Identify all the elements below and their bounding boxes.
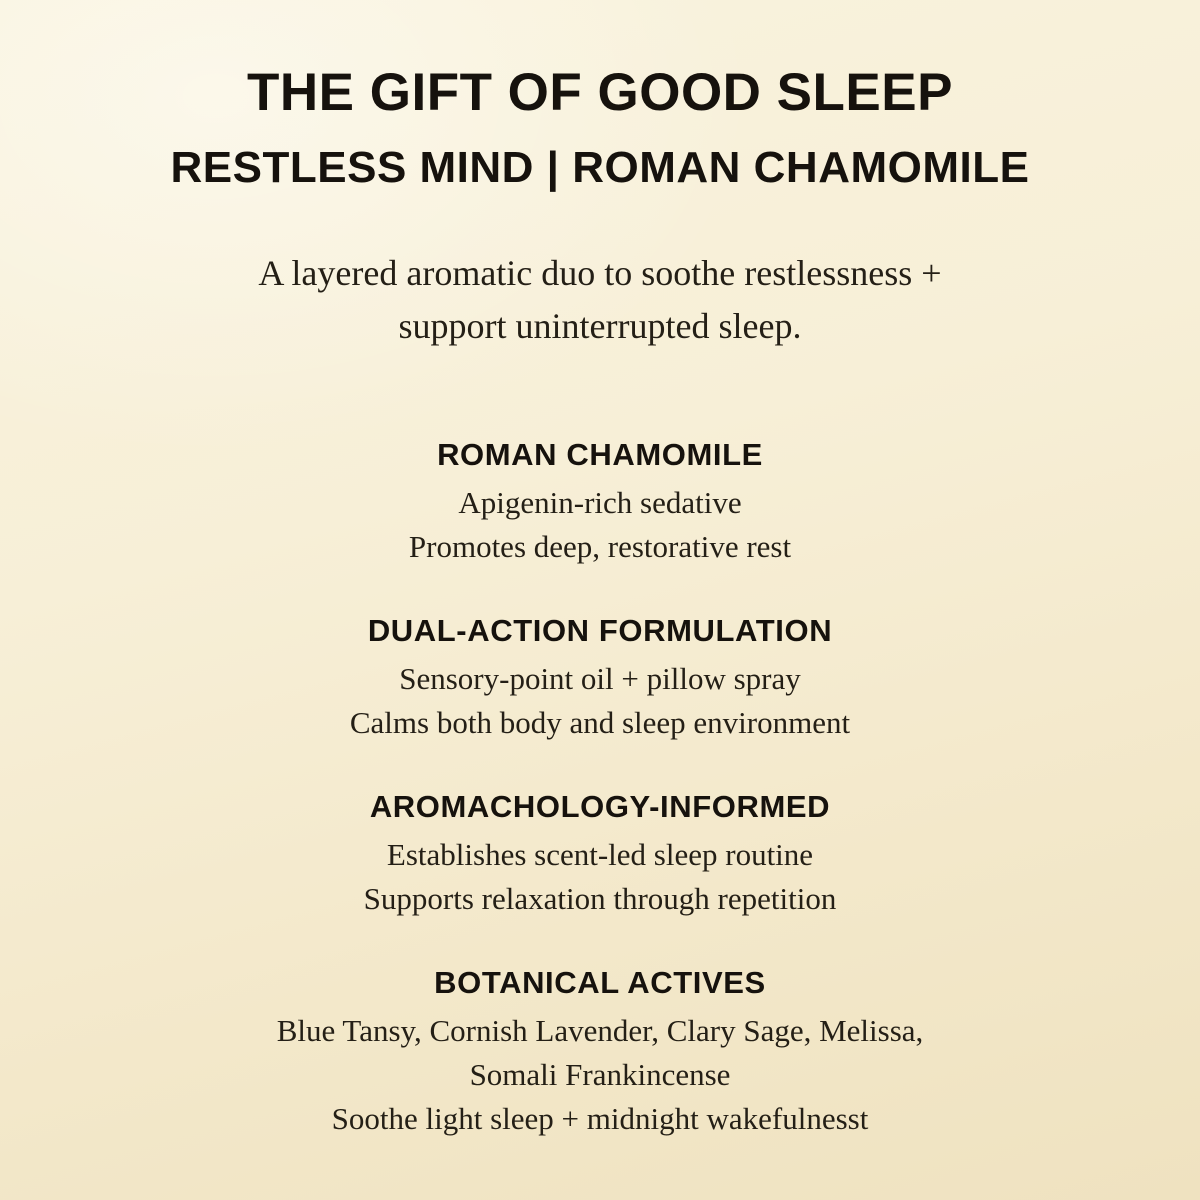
section-heading: DUAL-ACTION FORMULATION — [367, 613, 833, 649]
feature-sections — [277, 435, 924, 1141]
section-line: Establishes scent-led sleep routine — [386, 837, 814, 873]
section-line: Apigenin-rich sedative — [458, 485, 742, 521]
page-subtitle: RESTLESS MIND | ROMAN CHAMOMILE — [170, 143, 1030, 193]
section-line: Blue Tansy, Cornish Lavender, Clary Sage, Melissa, — [276, 1013, 924, 1049]
section-roman-chamomile — [277, 435, 924, 569]
section-line: Soothe light sleep + midnight wakefulnesst — [331, 1101, 869, 1137]
section-line: Supports relaxation through repetition — [363, 881, 837, 917]
section-heading: AROMACHOLOGY-INFORMED — [369, 789, 831, 825]
intro-description-line: A layered aromatic duo to soothe restlessness + — [258, 253, 942, 294]
section-line: Somali Frankincense — [469, 1057, 731, 1093]
intro-description-line: support uninterrupted sleep. — [398, 306, 802, 347]
section-heading: BOTANICAL ACTIVES — [434, 965, 766, 1001]
section-botanical-actives — [277, 963, 924, 1141]
section-aromachology-informed — [277, 787, 924, 921]
page-title: THE GIFT OF GOOD SLEEP — [247, 63, 953, 122]
section-line: Promotes deep, restorative rest — [408, 529, 792, 565]
section-heading: ROMAN CHAMOMILE — [437, 437, 763, 473]
section-line: Calms both body and sleep environment — [349, 705, 851, 741]
section-dual-action-formulation — [277, 611, 924, 745]
section-line: Sensory-point oil + pillow spray — [399, 661, 801, 697]
intro-description — [258, 247, 941, 353]
